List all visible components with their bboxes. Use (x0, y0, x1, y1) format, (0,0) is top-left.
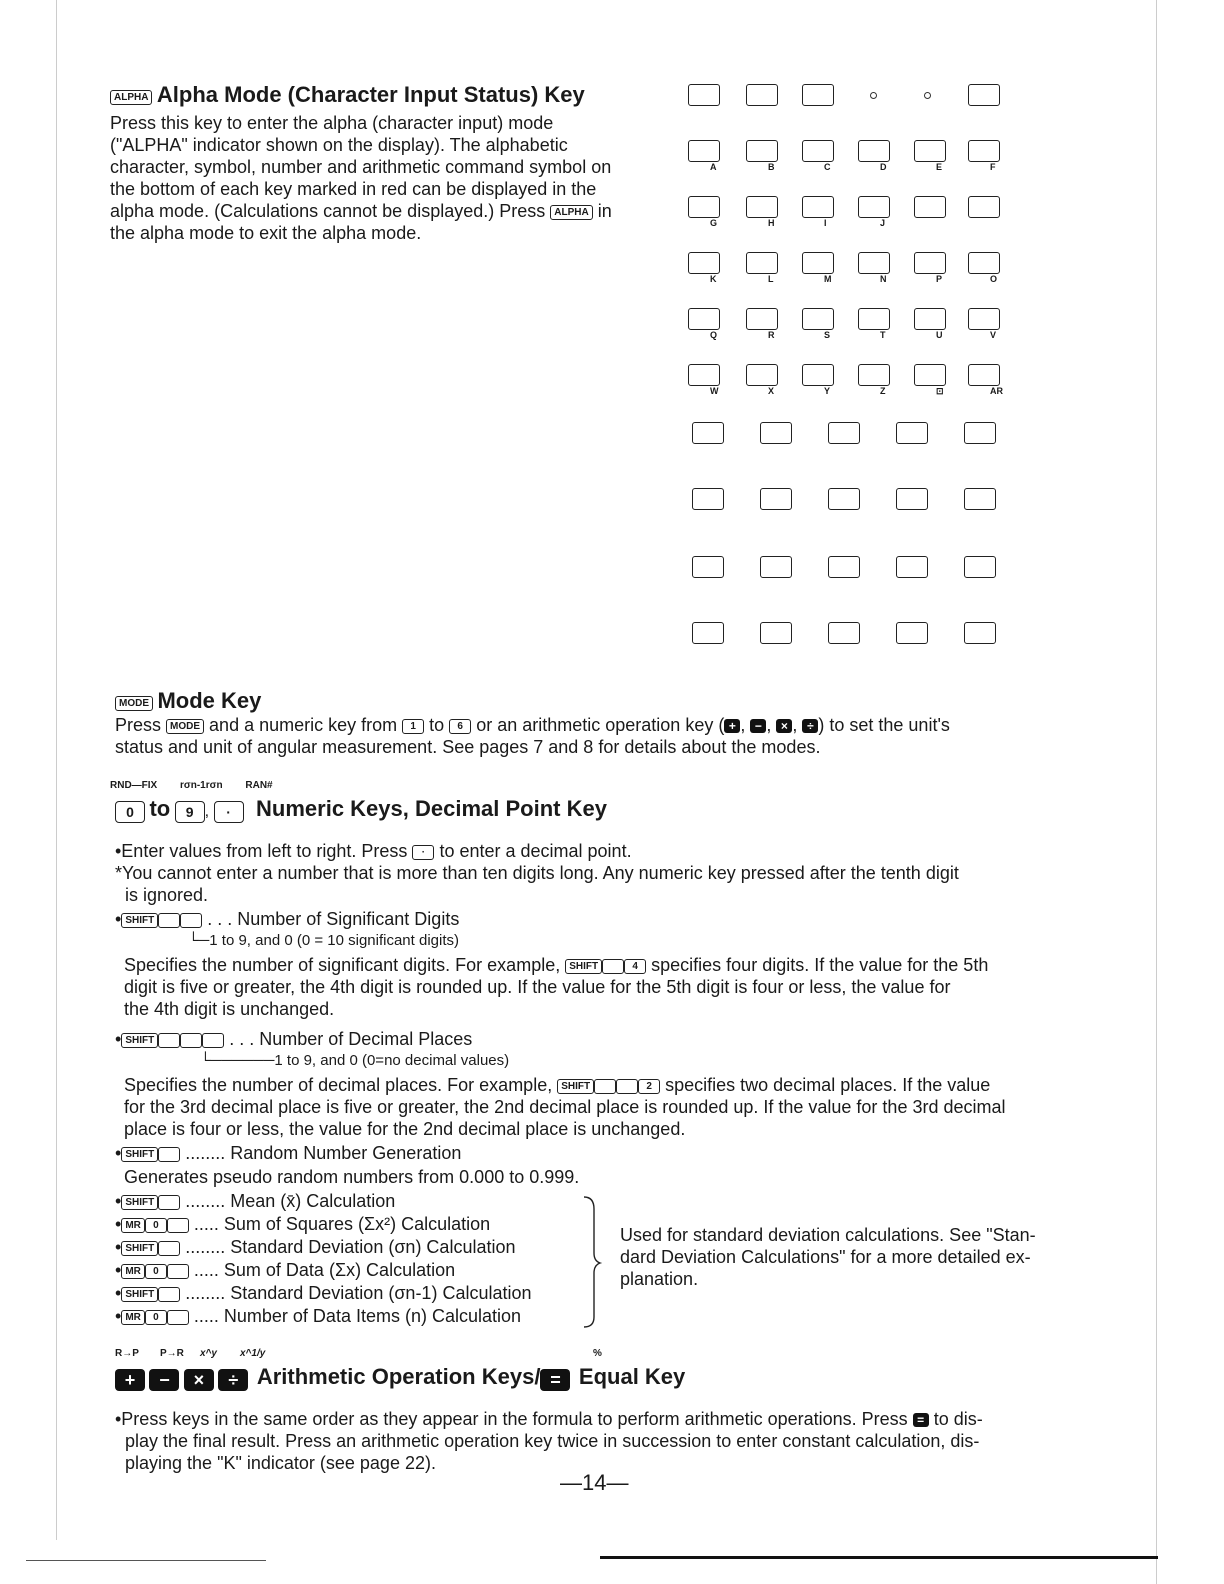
key-label: S (824, 330, 831, 340)
keyboard-key (688, 84, 720, 106)
zero-key: 0 (145, 1264, 167, 1279)
keyboard-key (688, 196, 720, 218)
shift-key: SHIFT (121, 913, 158, 928)
rp-label: R→P (115, 1348, 139, 1359)
keyboard-key (968, 252, 1000, 274)
shift-key: SHIFT (565, 959, 602, 974)
mode-heading (115, 688, 261, 714)
arith-line: play the final result. Press an arithmetic operation key twice in succession to enter constant calculation, dis- (125, 1431, 980, 1451)
sumsq-key (167, 1218, 189, 1233)
stats-brace (580, 1195, 604, 1330)
mode-key-cap: MODE (115, 696, 153, 711)
alpha-line: ("ALPHA" indicator shown on the display). The alphabetic (110, 135, 568, 155)
n-key (167, 1310, 189, 1325)
shift-key: SHIFT (121, 1241, 158, 1256)
key-label: L (768, 274, 774, 284)
key-label: I (824, 218, 827, 228)
sig-digits-row: • SHIFT . . . Number of Significant Digits (115, 909, 460, 929)
stat-row-sdn1: • SHIFT ........ Standard Deviation (σn-1) Calculation (115, 1283, 532, 1303)
key-label: Y (824, 386, 831, 396)
key-label: C (824, 162, 831, 172)
dec-line: for the 3rd decimal place is five or greater, the 2nd decimal place is rounded up. If the value for the 3rd decimal (124, 1097, 1006, 1117)
equal-key-big: = (540, 1369, 570, 1391)
rnd-key (158, 913, 180, 928)
key-6: 6 (449, 719, 471, 734)
page-number: —14— (560, 1470, 629, 1495)
mode-paragraph: Press MODE and a numeric key from 1 to 6 or an arithmetic operation key ( + , − , × , ÷ ) to set the unit's status and unit of angular measurement. See pages 7 and 8 for details about the modes. (115, 714, 1075, 758)
keyboard-key (896, 422, 928, 444)
divide-key: ÷ (802, 719, 818, 733)
divide-key-big: ÷ (218, 1369, 248, 1391)
key-label: Z (880, 386, 886, 396)
arith-heading (115, 1364, 685, 1391)
key-label: A (710, 162, 717, 172)
dec-sub: └──────1 to 9, and 0 (0=no decimal values) (200, 1052, 510, 1069)
dec-title: . . . Number of Decimal Places (229, 1029, 473, 1049)
keyboard-key (968, 196, 1000, 218)
key-label: AR (990, 386, 1003, 396)
keyboard-key (914, 308, 946, 330)
rnd-key (594, 1079, 616, 1094)
shift-key: SHIFT (557, 1079, 594, 1094)
blank-key (180, 913, 202, 928)
zero-key: 0 (145, 1218, 167, 1233)
left-margin-line (56, 0, 57, 1540)
key-label: E (936, 162, 943, 172)
zero-key: 0 (145, 1310, 167, 1325)
keyboard-key (964, 556, 996, 578)
key-label: V (990, 330, 997, 340)
key-dot: · (214, 801, 244, 823)
sum-key (167, 1264, 189, 1279)
random-row: • SHIFT ........ Random Number Generation (115, 1143, 462, 1163)
stats-note-line: dard Deviation Calculations" for a more detailed ex- (620, 1247, 1031, 1267)
keyboard-key (760, 556, 792, 578)
alpha-title: Alpha Mode (Character Input Status) Key (156, 82, 585, 107)
to-word: to (149, 796, 171, 821)
keyboard-key (858, 364, 890, 386)
key-label: K (710, 274, 717, 284)
minus-key: − (750, 719, 766, 733)
keyboard-key (828, 556, 860, 578)
ran-label: RAN# (245, 780, 273, 791)
pr-label: P→R (160, 1348, 184, 1359)
keyboard-key (858, 140, 890, 162)
shift-key: SHIFT (121, 1287, 158, 1302)
bottom-left-line (26, 1560, 266, 1561)
ran-key (158, 1147, 180, 1162)
shift-key: SHIFT (121, 1195, 158, 1210)
mode-inline-key: MODE (166, 719, 204, 734)
mr-key: MR (121, 1310, 145, 1325)
equal-title: Equal Key (578, 1364, 686, 1389)
keyboard-dot (924, 92, 931, 99)
keyboard-key (802, 252, 834, 274)
keyboard-key (858, 196, 890, 218)
ran-title: ........ Random Number Generation (185, 1143, 462, 1163)
key-2: 2 (638, 1079, 660, 1094)
rnd-key (602, 959, 624, 974)
keyboard-key (802, 140, 834, 162)
keyboard-key (914, 196, 946, 218)
sig-paragraph: Specifies the number of significant digits. For example, SHIFT 4 specifies four digits. If the value for the 5th digit is five or greater, the 4th digit is rounded up. If the value for the 5th digit is four or less, the value for the 4th digit is unchanged. (124, 954, 1064, 1020)
key-label: W (710, 386, 719, 396)
mode-line2: status and unit of angular measurement. See pages 7 and 8 for details about the modes. (115, 737, 821, 757)
key-9: 9 (175, 801, 205, 823)
keyboard-key (802, 364, 834, 386)
bottom-right-line (600, 1556, 1158, 1559)
percent-label: % (593, 1348, 602, 1359)
keyboard-key (828, 622, 860, 644)
keyboard-key (802, 308, 834, 330)
key-label: O (990, 274, 998, 284)
dec-line: place is four or less, the value for the 2nd decimal place is unchanged. (124, 1119, 686, 1139)
fix-key (616, 1079, 638, 1094)
sig-line: the 4th digit is unchanged. (124, 999, 335, 1019)
keyboard-key (914, 252, 946, 274)
keyboard-key (828, 488, 860, 510)
stats-note-line: Used for standard deviation calculations. See "Stan- (620, 1225, 1036, 1245)
sigma-label: rσn-1rσn (180, 780, 223, 791)
rnd-fix-label: RND—FIX (110, 780, 158, 791)
alpha-line: the alpha mode to exit the alpha mode. (110, 223, 422, 243)
arith-line: playing the "K" indicator (see page 22). (125, 1453, 436, 1473)
stat-row-n: • MR 0 ..... Number of Data Items (n) Calculation (115, 1306, 522, 1326)
keyboard-key (968, 84, 1000, 106)
shift-key: SHIFT (121, 1033, 158, 1048)
key-label: Q (710, 330, 718, 340)
key-label: T (880, 330, 886, 340)
keyboard-key (968, 364, 1000, 386)
key-label: U (936, 330, 943, 340)
key-label: P (936, 274, 943, 284)
keyboard-key (896, 622, 928, 644)
keyboard-dot (870, 92, 877, 99)
key-label: X (768, 386, 775, 396)
keyboard-key (746, 364, 778, 386)
keyboard-key (688, 252, 720, 274)
keyboard-key (964, 488, 996, 510)
keyboard-key (746, 308, 778, 330)
stat-row-sdn: • SHIFT ........ Standard Deviation (σn) Calculation (115, 1237, 516, 1257)
key-label: M (824, 274, 832, 284)
stats-note-line: planation. (620, 1269, 699, 1289)
stat-row-sumsq: • MR 0 ..... Sum of Squares (Σx²) Calculation (115, 1214, 491, 1234)
dot-inline-key: · (412, 845, 434, 860)
times-key: × (776, 719, 792, 733)
numeric-body: •Enter values from left to right. Press · to enter a decimal point. *You cannot enter a number that is more than ten digits long. Any numeric key pressed after the tenth digit is ignored. (115, 840, 1075, 906)
keyboard-key (828, 422, 860, 444)
keyboard-key (692, 556, 724, 578)
keyboard-key (968, 308, 1000, 330)
keyboard-key (964, 422, 996, 444)
alpha-inline-key: ALPHA (550, 205, 592, 220)
mr-key: MR (121, 1218, 145, 1233)
sig-title: . . . Number of Significant Digits (207, 909, 460, 929)
plus-key: + (724, 719, 740, 733)
mr-key: MR (121, 1264, 145, 1279)
key-label: B (768, 162, 775, 172)
plus-key-big: + (115, 1369, 145, 1391)
sig-line: digit is five or greater, the 4th digit is rounded up. If the value for the 5th digit is four or less, the value for (124, 977, 951, 997)
arith-title: Arithmetic Operation Keys/ (256, 1364, 541, 1389)
mode-title: Mode Key (157, 688, 262, 713)
keyboard-key (688, 308, 720, 330)
keyboard-key (746, 252, 778, 274)
keyboard-key (964, 622, 996, 644)
xy-label: x^y (200, 1348, 217, 1359)
keyboard-diagram (0, 0, 1224, 700)
arith-top-labels (115, 1348, 635, 1362)
keyboard-key (760, 422, 792, 444)
dec-paragraph: Specifies the number of decimal places. For example, SHIFT 2 specifies two decimal places. If the value for the 3rd decimal place is five or greater, the 2nd decimal place is rounded up. If the value for the 3rd decimal place is four or less, the value for the 2nd decimal place is unchanged. (124, 1074, 1064, 1140)
arith-paragraph: •Press keys in the same order as they appear in the formula to perform arithmetic operations. Press = to dis- play the final result. Press an arithmetic operation key twice in succession to enter constant calculation, dis- playing the "K" indicator (see page 22). (115, 1408, 1065, 1474)
fix-key (180, 1033, 202, 1048)
numeric-top-labels (110, 780, 273, 791)
mean-key (158, 1195, 180, 1210)
x1y-label: x^1/y (240, 1348, 266, 1359)
key-label: J (880, 218, 886, 228)
note-line: *You cannot enter a number that is more than ten digits long. Any numeric key pressed after the tenth digit (115, 863, 959, 883)
shift-key: SHIFT (121, 1147, 158, 1162)
sdn1-key (158, 1287, 180, 1302)
numeric-title: Numeric Keys, Decimal Point Key (256, 796, 607, 821)
keyboard-key (688, 140, 720, 162)
stat-row-mean: • SHIFT ........ Mean (x̄) Calculation (115, 1191, 396, 1211)
note-line2: is ignored. (125, 885, 209, 905)
sig-sub: └─1 to 9, and 0 (0 = 10 significant digits) (188, 932, 459, 949)
keyboard-key (968, 140, 1000, 162)
stat-row-sum: • MR 0 ..... Sum of Data (Σx) Calculation (115, 1260, 456, 1280)
dec-places-row: • SHIFT . . . Number of Decimal Places (115, 1029, 473, 1049)
equal-inline-key: = (913, 1413, 929, 1427)
keyboard-key (746, 196, 778, 218)
keyboard-key (914, 364, 946, 386)
stats-note (620, 1224, 1070, 1290)
key-4: 4 (624, 959, 646, 974)
keyboard-key (688, 364, 720, 386)
blank-key (202, 1033, 224, 1048)
key-label: F (990, 162, 996, 172)
alpha-line: alpha mode. (Calculations cannot be displayed.) Press ALPHA in (110, 201, 612, 221)
key-label: D (880, 162, 887, 172)
alpha-line: the bottom of each key marked in red can be displayed in the (110, 179, 597, 199)
times-key-big: × (184, 1369, 214, 1391)
key-label: ⊡ (936, 386, 944, 396)
key-label: N (880, 274, 887, 284)
right-margin-line (1156, 0, 1157, 1584)
keyboard-key (858, 252, 890, 274)
numeric-heading: 0 to 9 , · Numeric Keys, Decimal Point Key (115, 796, 607, 823)
key-0: 0 (115, 801, 145, 823)
keyboard-key (692, 422, 724, 444)
keyboard-key (760, 622, 792, 644)
alpha-line: Press this key to enter the alpha (character input) mode (110, 113, 554, 133)
ran-paragraph: Generates pseudo random numbers from 0.000 to 0.999. (124, 1167, 580, 1187)
minus-key-big: − (149, 1369, 179, 1391)
alpha-line: character, symbol, number and arithmetic command symbol on (110, 157, 612, 177)
keyboard-key (802, 84, 834, 106)
keyboard-key (896, 556, 928, 578)
key-1: 1 (402, 719, 424, 734)
key-label: H (768, 218, 775, 228)
keyboard-key (858, 308, 890, 330)
keyboard-key (692, 488, 724, 510)
rnd-key (158, 1033, 180, 1048)
sdn-key (158, 1241, 180, 1256)
key-label: G (710, 218, 718, 228)
keyboard-key (760, 488, 792, 510)
keyboard-key (802, 196, 834, 218)
key-label: R (768, 330, 775, 340)
keyboard-key (914, 140, 946, 162)
keyboard-key (896, 488, 928, 510)
keyboard-key (746, 84, 778, 106)
keyboard-key (746, 140, 778, 162)
keyboard-key (692, 622, 724, 644)
alpha-key-cap: ALPHA (110, 90, 152, 105)
